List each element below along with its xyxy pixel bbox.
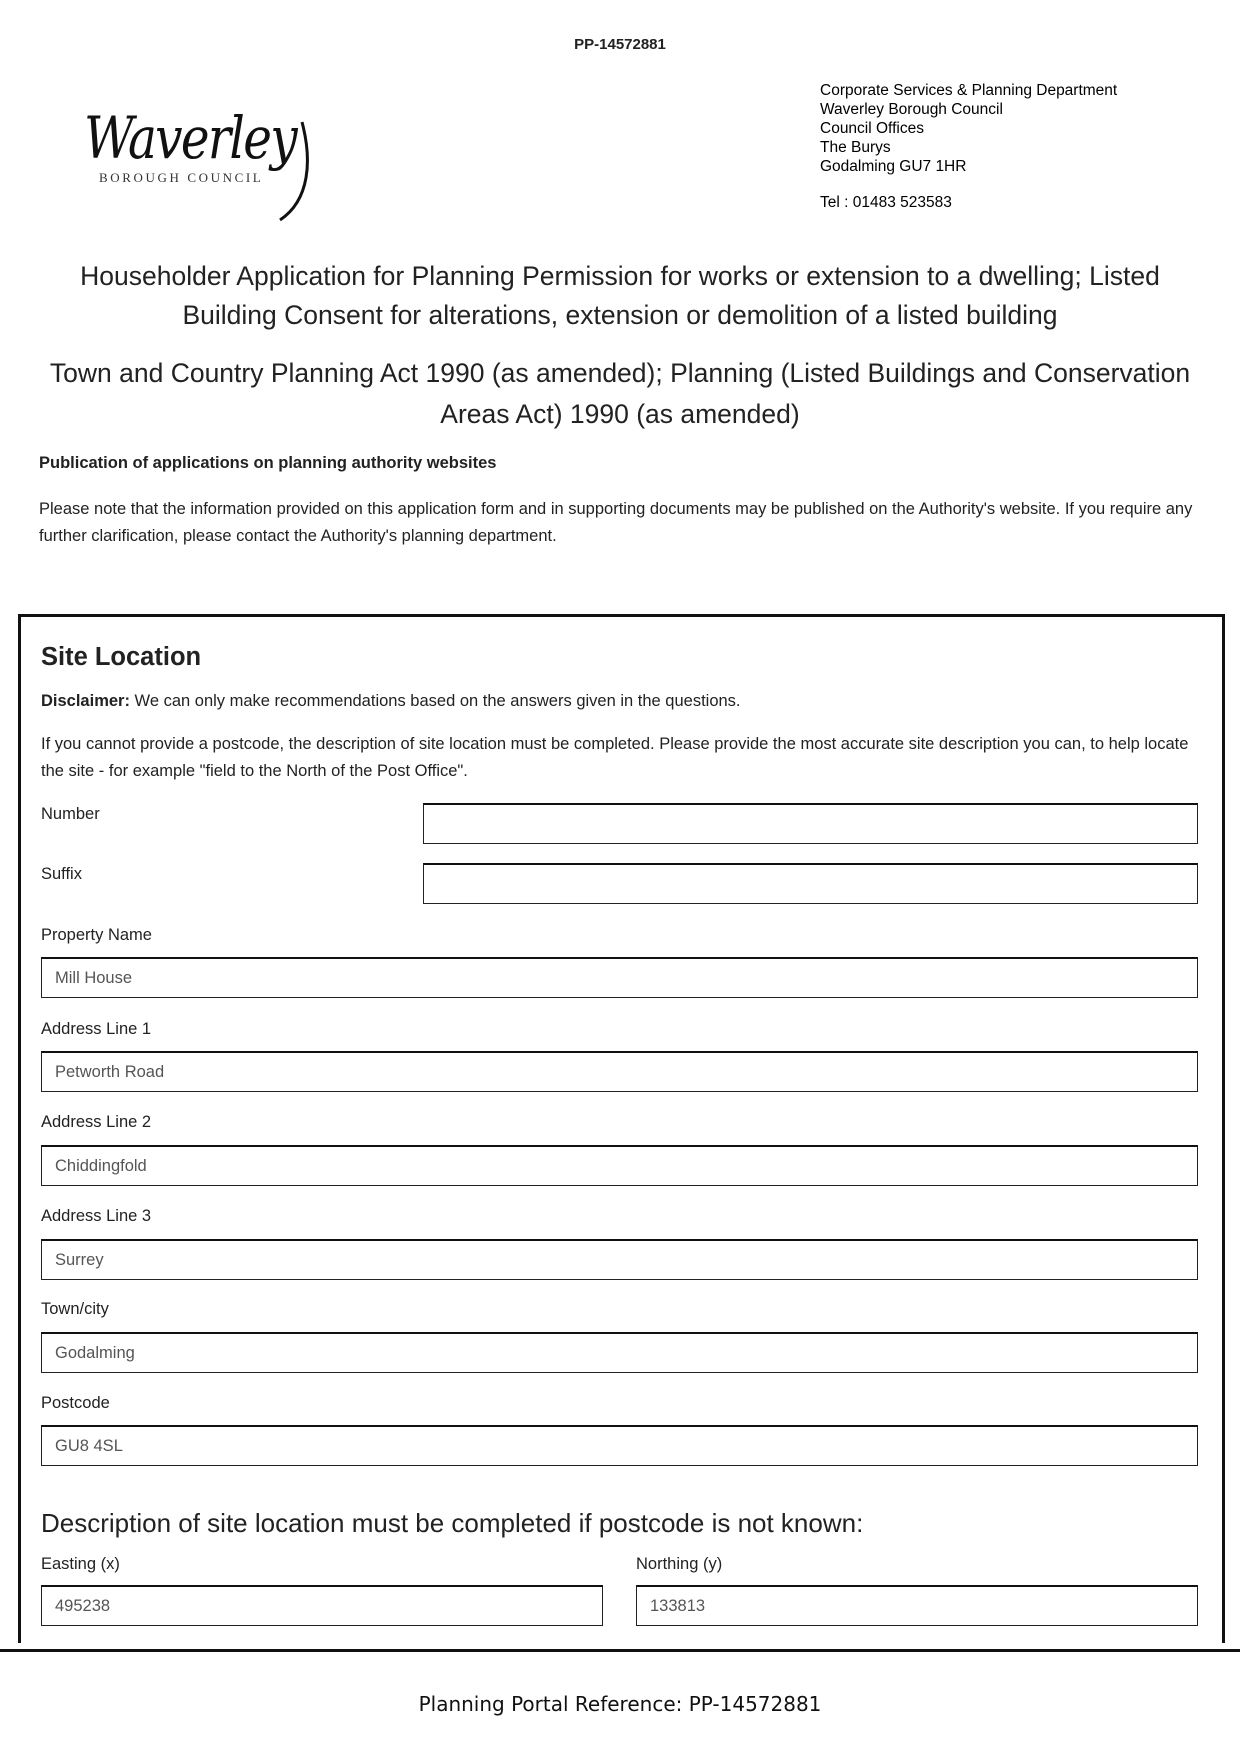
form-title-line: Building Consent for alterations, extension or demolition of a listed building <box>182 300 1058 330</box>
address-line-2-field[interactable]: Chiddingfold <box>41 1145 1198 1186</box>
easting-label: Easting (x) <box>41 1555 120 1573</box>
address-line-3-field[interactable]: Surrey <box>41 1239 1198 1280</box>
northing-label: Northing (y) <box>636 1555 723 1573</box>
council-address <box>820 81 1117 176</box>
town-city-label: Town/city <box>41 1300 109 1318</box>
property-name-field[interactable]: Mill House <box>41 957 1198 998</box>
address-line: Council Offices <box>820 120 924 137</box>
number-field[interactable] <box>423 803 1198 844</box>
act-title-line: Town and Country Planning Act 1990 (as amended); Planning (Listed Buildings and Conservation <box>49 358 1191 388</box>
address-line-3-label: Address Line 3 <box>41 1207 152 1225</box>
disclaimer <box>41 688 1201 715</box>
footer-reference: Planning Portal Reference: PP-14572881 <box>418 1692 822 1716</box>
page-divider <box>0 1649 1240 1652</box>
address-line: Godalming GU7 1HR <box>820 158 967 175</box>
address-line: Corporate Services & Planning Department <box>820 82 1118 99</box>
description-heading: Description of site location must be completed if postcode is not known: <box>41 1508 864 1538</box>
svg-text:Waverley: Waverley <box>84 104 299 172</box>
section-heading: Site Location <box>41 643 202 671</box>
easting-field[interactable]: 495238 <box>41 1585 603 1626</box>
telephone: Tel : 01483 523583 <box>820 194 952 211</box>
disclaimer-text: We can only make recommendations based on the answers given in the questions. <box>129 692 741 710</box>
act-title-line: Areas Act) 1990 (as amended) <box>440 399 800 429</box>
publication-text: Please note that the information provided on this application form and in supporting documents may be published on the Authority's website. If you require any further clarification, please contact the Authority's planning department. <box>39 500 1193 545</box>
address-line-2-label: Address Line 2 <box>41 1113 152 1131</box>
instructions: If you cannot provide a postcode, the description of site location must be completed. Please provide the most accurate site description you can, to help locate the site - for example "field to the North of the Post Office". <box>41 735 1189 780</box>
number-label: Number <box>41 805 100 823</box>
publication-heading: Publication of applications on planning authority websites <box>39 454 497 472</box>
property-name-label: Property Name <box>41 926 152 944</box>
postcode-field[interactable]: GU8 4SL <box>41 1425 1198 1466</box>
disclaimer-label: Disclaimer: <box>41 692 130 710</box>
address-line-1-field[interactable]: Petworth Road <box>41 1051 1198 1092</box>
address-line: The Burys <box>820 139 891 156</box>
northing-field[interactable]: 133813 <box>636 1585 1198 1626</box>
form-title-line: Householder Application for Planning Permission for works or extension to a dwelling; Listed <box>80 261 1160 291</box>
suffix-label: Suffix <box>41 865 82 883</box>
application-reference: PP-14572881 <box>574 36 666 53</box>
waverley-logo <box>80 100 330 230</box>
town-city-field[interactable]: Godalming <box>41 1332 1198 1373</box>
address-line: Waverley Borough Council <box>820 101 1003 118</box>
svg-text:BOROUGH COUNCIL: BOROUGH COUNCIL <box>99 170 264 185</box>
postcode-label: Postcode <box>41 1394 110 1412</box>
suffix-field[interactable] <box>423 863 1198 904</box>
address-line-1-label: Address Line 1 <box>41 1020 152 1038</box>
